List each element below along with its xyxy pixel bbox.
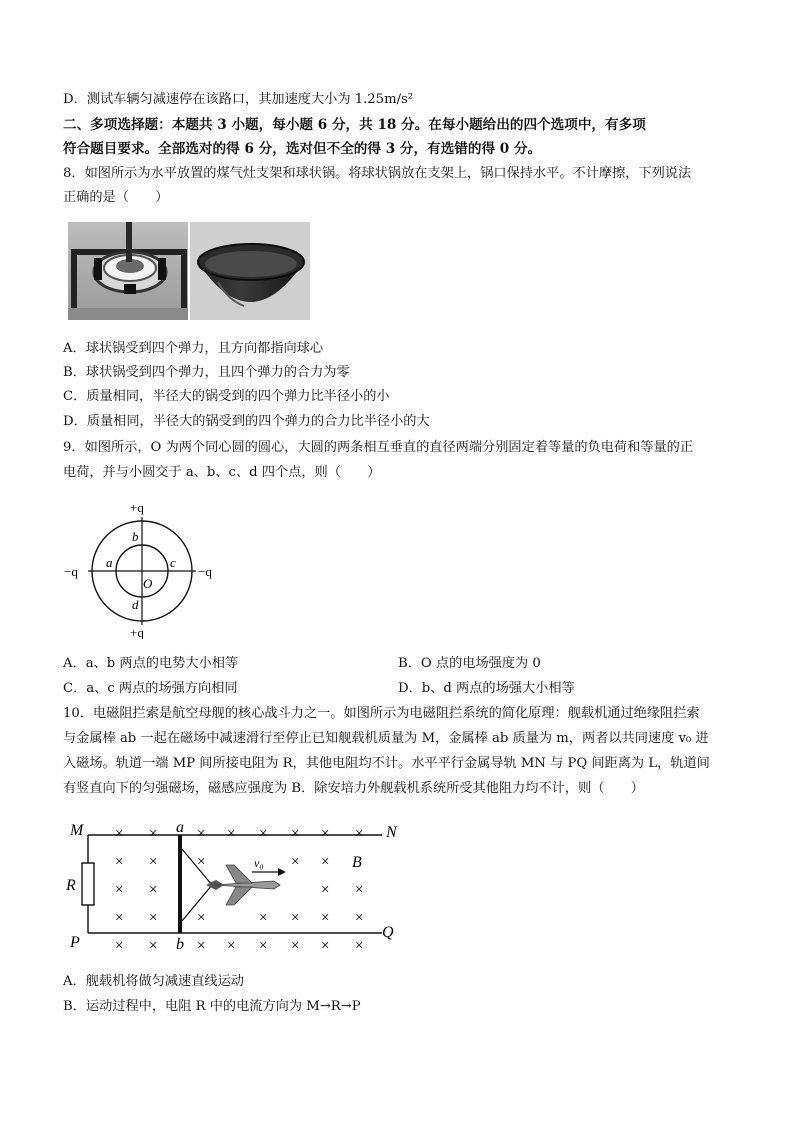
field-cross: × xyxy=(321,938,330,954)
field-cross: × xyxy=(115,826,124,842)
q8-option-b: B．球状锅受到四个弹力，且四个弹力的合力为零 xyxy=(63,365,350,380)
label-a: a xyxy=(176,819,184,836)
q8-option-c: C．质量相同，半径大的锅受到的四个弹力比半径小的小 xyxy=(63,389,390,404)
field-cross: × xyxy=(197,826,206,842)
q10-stem-line3: 入磁场。轨道一端 MP 间所接电阻为 R，其他电阻均不计。水平平行金属导轨 MN 与 PQ 间距离为 L，轨道间 xyxy=(63,756,710,771)
field-cross: × xyxy=(149,882,158,898)
q8-option-d: D．质量相同，半径大的锅受到的四个弹力的合力比半径小的大 xyxy=(63,414,430,429)
section2-header-line2: 符合题目要求。全部选对的得 6 分，选对但不全的得 3 分，有选错的得 0 分。 xyxy=(63,141,542,157)
field-cross: × xyxy=(321,910,330,926)
field-cross: × xyxy=(197,938,206,954)
label-field-b: B xyxy=(352,854,362,871)
field-cross: × xyxy=(115,882,124,898)
q9-option-d: D．b、d 两点的场强大小相等 xyxy=(398,681,575,696)
field-cross: × xyxy=(227,938,236,954)
q9-option-a: A．a、b 两点的电势大小相等 xyxy=(63,656,239,671)
label-n: N xyxy=(386,824,397,841)
label-q: Q xyxy=(382,924,394,941)
field-cross: × xyxy=(227,826,236,842)
spherical-pot-photo xyxy=(190,222,310,320)
charge-top-label: +q xyxy=(130,500,144,515)
field-cross: × xyxy=(321,854,330,870)
field-cross: × xyxy=(149,910,158,926)
field-cross: × xyxy=(355,826,364,842)
field-cross: × xyxy=(149,826,158,842)
metal-rod-ab xyxy=(178,835,182,933)
resistor xyxy=(82,863,94,905)
q9-stem-line1: 9．如图所示，O 为两个同心圆的圆心，大圆的两条相互垂直的直径两端分别固定着等量的负电荷和等量的正 xyxy=(63,440,694,455)
field-cross: × xyxy=(355,882,364,898)
q10-stem-line1: 10．电磁阻拦索是航空母舰的核心战斗力之一。如图所示为电磁阻拦系统的简化原理：舰载机通过绝缘阻拦索 xyxy=(63,706,700,721)
v0-label: v₀ xyxy=(254,856,264,870)
q8-figure-stove-and-pot xyxy=(68,222,310,320)
q10-stem-line2: 与金属棒 ab 一起在磁场中减速滑行至停止已知舰载机质量为 M，金属棒 ab 质量为 m，两者以共同速度 v₀ 进 xyxy=(63,731,709,746)
q8-stem-line2: 正确的是（ ） xyxy=(63,190,169,205)
q9-option-c: C．a、c 两点的场强方向相同 xyxy=(63,681,238,696)
q10-option-a: A．舰载机将做匀减速直线运动 xyxy=(63,974,244,989)
q9-figure-concentric-circles xyxy=(62,497,222,639)
field-cross: × xyxy=(355,938,364,954)
q9-stem-line2: 电荷，并与小圆交于 a、b、c、d 四个点，则（ ） xyxy=(63,465,381,480)
field-cross: × xyxy=(115,854,124,870)
point-b-label: b xyxy=(132,529,139,544)
field-cross: × xyxy=(321,826,330,842)
field-cross: × xyxy=(291,826,300,842)
label-p: P xyxy=(70,934,80,951)
label-m: M xyxy=(70,822,84,839)
field-cross: × xyxy=(197,854,206,870)
point-a-label: a xyxy=(106,555,113,570)
field-cross: × xyxy=(259,910,268,926)
field-cross: × xyxy=(321,882,330,898)
point-d-label: d xyxy=(132,597,139,612)
field-cross: × xyxy=(291,910,300,926)
field-cross: × xyxy=(259,938,268,954)
label-b: b xyxy=(176,936,184,953)
field-cross: × xyxy=(115,910,124,926)
field-cross: × xyxy=(115,938,124,954)
field-cross: × xyxy=(355,910,364,926)
point-c-label: c xyxy=(170,555,176,570)
aircraft xyxy=(206,865,280,905)
field-cross: × xyxy=(291,854,300,870)
q9-option-b: B．O 点的电场强度为 0 xyxy=(398,656,541,671)
q8-option-a: A．球状锅受到四个弹力，且方向都指向球心 xyxy=(63,341,324,356)
q10-figure-electromagnetic-arrester xyxy=(64,815,404,955)
field-cross: × xyxy=(197,910,206,926)
field-cross: × xyxy=(149,938,158,954)
label-r: R xyxy=(66,877,76,894)
field-cross: × xyxy=(291,938,300,954)
field-cross: × xyxy=(259,826,268,842)
charge-right-label: −q xyxy=(198,564,212,579)
q7-option-d: D．测试车辆匀减速停在该路口，其加速度大小为 1.25m/s² xyxy=(63,92,414,107)
field-cross: × xyxy=(149,854,158,870)
center-o-label: O xyxy=(143,576,153,591)
q10-stem-line4: 有竖直向下的匀强磁场，磁感应强度为 B．除安培力外舰载机系统所受其他阻力均不计，则（ ） xyxy=(63,781,644,796)
q10-option-b: B．运动过程中，电阻 R 中的电流方向为 M→R→P xyxy=(63,999,361,1014)
stove-support-photo xyxy=(68,222,188,320)
charge-left-label: −q xyxy=(64,564,78,579)
q8-stem-line1: 8．如图所示为水平放置的煤气灶支架和球状锅。将球状锅放在支架上，锅口保持水平。不计摩擦，下列说法 xyxy=(63,166,692,181)
charge-bottom-label: +q xyxy=(130,625,144,639)
section2-header-line1: 二、多项选择题：本题共 3 小题，每小题 6 分，共 18 分。在每小题给出的四个选项中，有多项 xyxy=(63,117,646,133)
